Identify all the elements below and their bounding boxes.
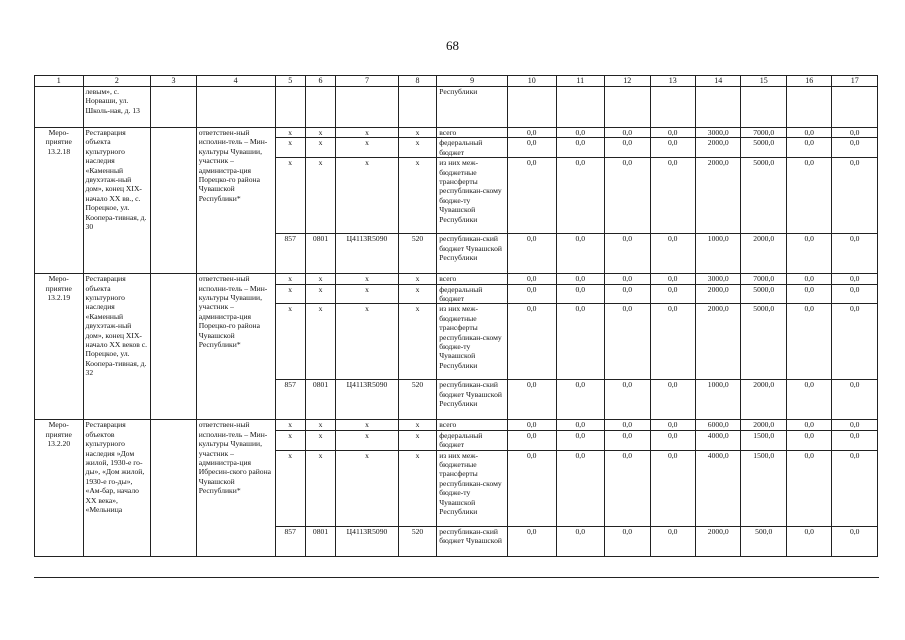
value-cell-v16: 0,0 (786, 430, 831, 450)
code-cell-c6: x (305, 128, 335, 138)
value-cell-v15: 5000,0 (741, 284, 786, 304)
funding-source: федеральный бюджет (437, 284, 508, 304)
value-cell-v11: 0,0 (556, 450, 605, 526)
code-cell-c6: x (305, 274, 335, 284)
column-header-7: 7 (336, 76, 399, 87)
value-cell-v12: 0,0 (605, 158, 650, 234)
code-cell-c8: x (398, 420, 436, 430)
code-cell-c7: x (336, 420, 399, 430)
continuation-cell-1 (35, 87, 84, 128)
value-cell-v17: 0,0 (832, 526, 878, 556)
table-row (35, 420, 878, 430)
value-cell-v12: 0,0 (605, 420, 650, 430)
code-cell-c8: 520 (398, 526, 436, 556)
value-cell-v13: 0,0 (650, 128, 695, 138)
code-cell-c7: x (336, 274, 399, 284)
column-header-14: 14 (695, 76, 740, 87)
value-cell-v15: 5000,0 (741, 158, 786, 234)
value-cell-v17: 0,0 (832, 128, 878, 138)
value-cell-v17: 0,0 (832, 450, 878, 526)
column-header-4: 4 (196, 76, 275, 87)
value-cell-v15: 2000,0 (741, 380, 786, 420)
code-cell-c6: x (305, 420, 335, 430)
code-cell-c5: x (275, 430, 305, 450)
code-cell-c5: x (275, 284, 305, 304)
value-cell-v12: 0,0 (605, 234, 650, 274)
column-header-5: 5 (275, 76, 305, 87)
funding-source: из них меж-бюджетные трансферты республикан-скому бюдже-ту Чувашской Республики (437, 158, 508, 234)
value-cell-v14: 2000,0 (695, 284, 740, 304)
value-cell-v16: 0,0 (786, 420, 831, 430)
code-cell-c5: 857 (275, 380, 305, 420)
code-cell-c5: 857 (275, 234, 305, 274)
value-cell-v12: 0,0 (605, 284, 650, 304)
value-cell-v10: 0,0 (507, 158, 556, 234)
continuation-cell-10 (507, 87, 556, 128)
value-cell-v12: 0,0 (605, 274, 650, 284)
continuation-cell-11 (556, 87, 605, 128)
continuation-row (35, 87, 878, 128)
value-cell-v11: 0,0 (556, 128, 605, 138)
column-header-13: 13 (650, 76, 695, 87)
value-cell-v13: 0,0 (650, 158, 695, 234)
funding-source: из них меж-бюджетные трансферты республикан-скому бюдже-ту Чувашской Республики (437, 304, 508, 380)
event-object: Реставрация объекта культурного наследия «Каменный двухэтаж-ный дом», конец XIX-начало XX веков с. Порецкое, ул. Коопера-тивная, д. 32 (83, 274, 151, 420)
column-header-1: 1 (35, 76, 84, 87)
value-cell-v11: 0,0 (556, 420, 605, 430)
event-responsible: ответствен-ный исполни-тель – Мин-культуры Чувашии, участник – администра-ция Порецко-го района Чувашской Республики* (196, 128, 275, 274)
continuation-cell-6 (305, 87, 335, 128)
event-cell-3 (151, 128, 196, 274)
code-cell-c6: 0801 (305, 526, 335, 556)
value-cell-v10: 0,0 (507, 284, 556, 304)
value-cell-v14: 4000,0 (695, 450, 740, 526)
code-cell-c5: x (275, 450, 305, 526)
event-responsible: ответствен-ный исполни-тель – Мин-культуры Чувашии, участник – администра-ция Порецко-го района Чувашской Республики* (196, 274, 275, 420)
value-cell-v14: 2000,0 (695, 526, 740, 556)
value-cell-v15: 1500,0 (741, 450, 786, 526)
code-cell-c8: x (398, 158, 436, 234)
value-cell-v14: 3000,0 (695, 274, 740, 284)
code-cell-c8: x (398, 128, 436, 138)
value-cell-v13: 0,0 (650, 274, 695, 284)
continuation-cell-5 (275, 87, 305, 128)
value-cell-v11: 0,0 (556, 526, 605, 556)
code-cell-c8: x (398, 138, 436, 158)
value-cell-v11: 0,0 (556, 304, 605, 380)
code-cell-c7: x (336, 450, 399, 526)
table-row (35, 274, 878, 284)
code-cell-c8: 520 (398, 234, 436, 274)
page-number: 68 (446, 38, 459, 53)
continuation-object: левым», с. Норваши, ул. Школь-ная, д. 13 (83, 87, 151, 128)
value-cell-v15: 7000,0 (741, 274, 786, 284)
code-cell-c6: x (305, 304, 335, 380)
code-cell-c5: x (275, 304, 305, 380)
value-cell-v17: 0,0 (832, 430, 878, 450)
column-header-6: 6 (305, 76, 335, 87)
value-cell-v15: 5000,0 (741, 304, 786, 380)
value-cell-v14: 4000,0 (695, 430, 740, 450)
value-cell-v12: 0,0 (605, 304, 650, 380)
value-cell-v13: 0,0 (650, 138, 695, 158)
value-cell-v17: 0,0 (832, 138, 878, 158)
code-cell-c6: x (305, 138, 335, 158)
value-cell-v10: 0,0 (507, 380, 556, 420)
value-cell-v10: 0,0 (507, 450, 556, 526)
value-cell-v13: 0,0 (650, 284, 695, 304)
column-header-2: 2 (83, 76, 151, 87)
value-cell-v11: 0,0 (556, 380, 605, 420)
code-cell-c6: 0801 (305, 380, 335, 420)
funding-source: федеральный бюджет (437, 138, 508, 158)
value-cell-v10: 0,0 (507, 430, 556, 450)
continuation-cell-7 (336, 87, 399, 128)
value-cell-v11: 0,0 (556, 274, 605, 284)
value-cell-v10: 0,0 (507, 420, 556, 430)
value-cell-v11: 0,0 (556, 430, 605, 450)
table-row (35, 128, 878, 138)
code-cell-c7: x (336, 138, 399, 158)
column-header-8: 8 (398, 76, 436, 87)
value-cell-v12: 0,0 (605, 380, 650, 420)
value-cell-v16: 0,0 (786, 274, 831, 284)
code-cell-c5: x (275, 128, 305, 138)
value-cell-v13: 0,0 (650, 380, 695, 420)
value-cell-v16: 0,0 (786, 158, 831, 234)
value-cell-v10: 0,0 (507, 138, 556, 158)
event-cell-3 (151, 274, 196, 420)
column-header-11: 11 (556, 76, 605, 87)
code-cell-c7: Ц4113R5090 (336, 380, 399, 420)
code-cell-c8: x (398, 450, 436, 526)
continuation-cell-14 (695, 87, 740, 128)
value-cell-v17: 0,0 (832, 304, 878, 380)
value-cell-v13: 0,0 (650, 430, 695, 450)
value-cell-v17: 0,0 (832, 380, 878, 420)
value-cell-v14: 1000,0 (695, 380, 740, 420)
code-cell-c6: x (305, 430, 335, 450)
event-label: Меро-приятие 13.2.18 (35, 128, 84, 274)
code-cell-c6: 0801 (305, 234, 335, 274)
value-cell-v13: 0,0 (650, 450, 695, 526)
continuation-cell-15 (741, 87, 786, 128)
value-cell-v15: 2000,0 (741, 420, 786, 430)
code-cell-c5: 857 (275, 526, 305, 556)
value-cell-v12: 0,0 (605, 450, 650, 526)
column-header-12: 12 (605, 76, 650, 87)
table-bottom-border (34, 577, 879, 578)
table-body (35, 76, 878, 557)
funding-source: всего (437, 128, 508, 138)
event-cell-3 (151, 420, 196, 556)
value-cell-v11: 0,0 (556, 284, 605, 304)
column-header-3: 3 (151, 76, 196, 87)
continuation-cell-12 (605, 87, 650, 128)
code-cell-c7: Ц4113R5090 (336, 526, 399, 556)
value-cell-v16: 0,0 (786, 284, 831, 304)
code-cell-c7: x (336, 128, 399, 138)
value-cell-v16: 0,0 (786, 128, 831, 138)
value-cell-v17: 0,0 (832, 284, 878, 304)
value-cell-v16: 0,0 (786, 380, 831, 420)
funding-source: республикан-ский бюджет Чувашской Республики (437, 380, 508, 420)
value-cell-v16: 0,0 (786, 234, 831, 274)
value-cell-v16: 0,0 (786, 450, 831, 526)
code-cell-c6: x (305, 284, 335, 304)
value-cell-v12: 0,0 (605, 526, 650, 556)
code-cell-c5: x (275, 158, 305, 234)
funding-source: всего (437, 274, 508, 284)
funding-source: республикан-ский бюджет Чувашской (437, 526, 508, 556)
budget-table (34, 75, 878, 557)
value-cell-v13: 0,0 (650, 304, 695, 380)
code-cell-c8: x (398, 274, 436, 284)
value-cell-v11: 0,0 (556, 138, 605, 158)
value-cell-v17: 0,0 (832, 274, 878, 284)
value-cell-v16: 0,0 (786, 304, 831, 380)
value-cell-v11: 0,0 (556, 158, 605, 234)
code-cell-c5: x (275, 274, 305, 284)
value-cell-v14: 6000,0 (695, 420, 740, 430)
value-cell-v11: 0,0 (556, 234, 605, 274)
value-cell-v13: 0,0 (650, 526, 695, 556)
event-object: Реставрация объекта культурного наследия «Каменный двухэтаж-ный дом», конец XIX-начало XX вв., с. Порецкое, ул. Коопера-тивная, д. 30 (83, 128, 151, 274)
code-cell-c7: x (336, 430, 399, 450)
value-cell-v10: 0,0 (507, 304, 556, 380)
funding-source: всего (437, 420, 508, 430)
value-cell-v16: 0,0 (786, 138, 831, 158)
column-header-17: 17 (832, 76, 878, 87)
value-cell-v14: 2000,0 (695, 304, 740, 380)
header-row (35, 76, 878, 87)
value-cell-v14: 2000,0 (695, 138, 740, 158)
value-cell-v15: 2000,0 (741, 234, 786, 274)
code-cell-c8: x (398, 304, 436, 380)
value-cell-v14: 2000,0 (695, 158, 740, 234)
value-cell-v10: 0,0 (507, 274, 556, 284)
value-cell-v12: 0,0 (605, 138, 650, 158)
event-object: Реставрация объектов культурного наследия »Дом жилой, 1930-е го-ды», «Дом жилой, 1930-е го-ды», «Ам-бар, начало XX века», «Мельница (83, 420, 151, 556)
value-cell-v12: 0,0 (605, 430, 650, 450)
code-cell-c5: x (275, 138, 305, 158)
event-label: Меро-приятие 13.2.20 (35, 420, 84, 556)
code-cell-c7: x (336, 284, 399, 304)
value-cell-v15: 1500,0 (741, 430, 786, 450)
value-cell-v13: 0,0 (650, 420, 695, 430)
continuation-cell-8 (398, 87, 436, 128)
code-cell-c8: 520 (398, 380, 436, 420)
value-cell-v14: 1000,0 (695, 234, 740, 274)
continuation-cell-16 (786, 87, 831, 128)
value-cell-v14: 3000,0 (695, 128, 740, 138)
code-cell-c6: x (305, 450, 335, 526)
continuation-cell-3 (151, 87, 196, 128)
event-responsible: ответствен-ный исполни-тель – Мин-культуры Чувашии, участник – администра-ция Ибресин-ского района Чувашской Республики* (196, 420, 275, 556)
value-cell-v10: 0,0 (507, 234, 556, 274)
continuation-cell-4 (196, 87, 275, 128)
value-cell-v16: 0,0 (786, 526, 831, 556)
code-cell-c8: x (398, 430, 436, 450)
value-cell-v17: 0,0 (832, 234, 878, 274)
code-cell-c6: x (305, 158, 335, 234)
value-cell-v15: 500,0 (741, 526, 786, 556)
column-header-10: 10 (507, 76, 556, 87)
value-cell-v10: 0,0 (507, 526, 556, 556)
value-cell-v13: 0,0 (650, 234, 695, 274)
funding-source: федеральный бюджет (437, 430, 508, 450)
column-header-16: 16 (786, 76, 831, 87)
value-cell-v15: 7000,0 (741, 128, 786, 138)
continuation-cell-13 (650, 87, 695, 128)
value-cell-v12: 0,0 (605, 128, 650, 138)
value-cell-v17: 0,0 (832, 420, 878, 430)
code-cell-c7: x (336, 304, 399, 380)
value-cell-v17: 0,0 (832, 158, 878, 234)
continuation-source: Республики (437, 87, 508, 128)
value-cell-v10: 0,0 (507, 128, 556, 138)
event-label: Меро-приятие 13.2.19 (35, 274, 84, 420)
code-cell-c5: x (275, 420, 305, 430)
code-cell-c8: x (398, 284, 436, 304)
column-header-9: 9 (437, 76, 508, 87)
funding-source: из них меж-бюджетные трансферты республикан-скому бюдже-ту Чувашской Республики (437, 450, 508, 526)
column-header-15: 15 (741, 76, 786, 87)
code-cell-c7: Ц4113R5090 (336, 234, 399, 274)
continuation-cell-17 (832, 87, 878, 128)
code-cell-c7: x (336, 158, 399, 234)
value-cell-v15: 5000,0 (741, 138, 786, 158)
funding-source: республикан-ский бюджет Чувашской Республики (437, 234, 508, 274)
